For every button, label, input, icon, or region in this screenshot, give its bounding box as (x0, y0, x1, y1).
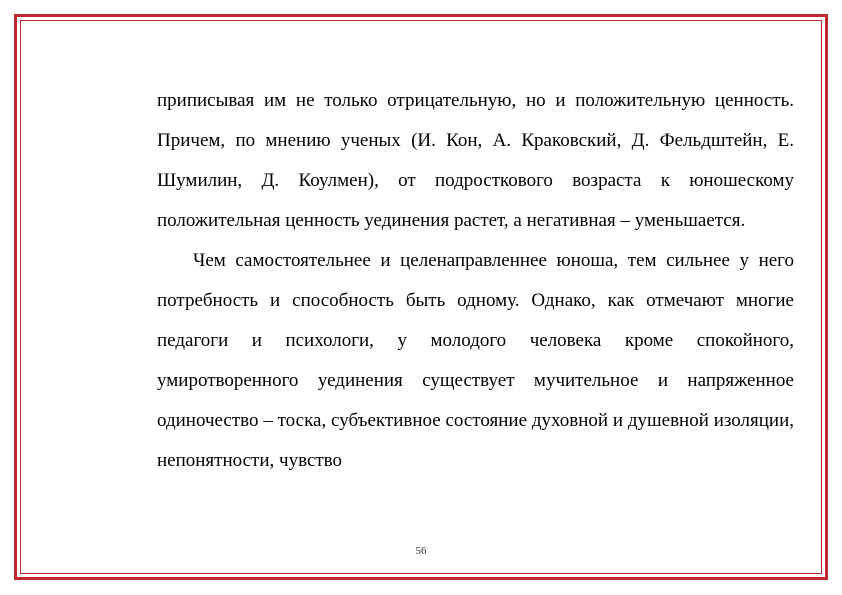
page-number: 56 (415, 545, 427, 557)
paragraph-1: приписывая им не только отрицательную, но и положительную ценность. Причем, по мнению ученых (И. Кон, А. Краковский, Д. Фельдштейн, Е. Шумилин, Д. Коулмен), от подросткового возраста к юношескому положительная ценность уединения растет, а негативная – уменьшается. (157, 90, 794, 231)
paragraph-2: Чем самостоятельнее и целенаправленнее юноша, тем сильнее у него потребность и способность быть одному. Однако, как отмечают многие педагоги и психологи, у молодого человека кроме спокойного, умиротворенного уединения существует мучительное и напряженное одиночество – тоска, субъективное состояние духовной и душевной изоляции, непонятности, чувство (157, 250, 794, 471)
document-body (157, 81, 794, 481)
